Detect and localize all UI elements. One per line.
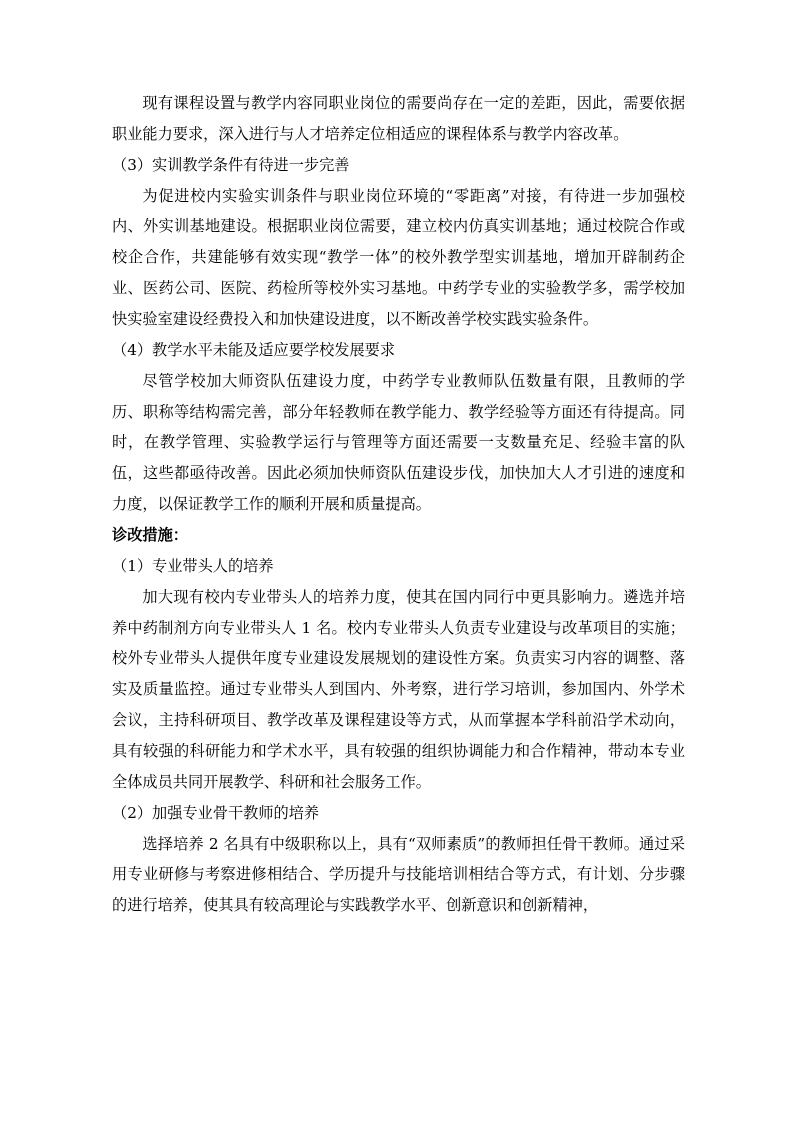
- paragraph-5: 选择培养 2 名具有中级职称以上，具有“双师素质”的教师担任骨干教师。通过采用专业研修与考察进修相结合、学历提升与技能培训相结合等方式，有计划、分步骤的进行培养，使其具有较高理论与实践教学水平、创新意识和创新精神，: [112, 834, 685, 915]
- document-body: [112, 88, 685, 921]
- paragraph-3: 尽管学校加大师资队伍建设力度，中药学专业教师队伍数量有限，且教师的学历、职称等结构需完善，部分年轻教师在教学能力、教学经验等方面还有待提高。同时，在教学管理、实验教学运行与管理等方面还需要一支数量充足、经验丰富的队伍，这些都亟待改善。因此必须加快师资队伍建设步伐，加快加大人才引进的速度和力度，以保证教学工作的顺利开展和质量提高。: [112, 371, 685, 514]
- paragraph-1: 现有课程设置与教学内容同职业岗位的需要尚存在一定的差距，因此，需要依据职业能力要求，深入进行与人才培养定位相适应的课程体系与教学内容改革。: [112, 94, 685, 143]
- paragraph-2: 为促进校内实验实训条件与职业岗位环境的“零距离”对接，有待进一步加强校内、外实训基地建设。根据职业岗位需要，建立校内仿真实训基地；通过校院合作或校企合作，共建能够有效实现“教学一体”的校外教学型实训基地，增加开辟制药企业、医药公司、医院、药检所等校外实习基地。中药学专业的实验教学多，需学校加快实验室建设经费投入和加快建设进度，以不断改善学校实践实验条件。: [112, 186, 685, 329]
- heading-item-4: （4）教学水平未能及适应要学校发展要求: [112, 340, 396, 359]
- paragraph-4: 加大现有校内专业带头人的培养力度，使其在国内同行中更具影响力。遴选并培养中药制剂方向专业带头人 1 名。校内专业带头人负责专业建设与改革项目的实施；校外专业带头人提供年度专业建设发展规划的建设性方案。负责实习内容的调整、落实及质量监控。通过专业带头人到国内、外考察，进行学习培训，参加国内、外学术会议，主持科研项目、教学改革及课程建设等方式，从而掌握本学科前沿学术动向，具有较强的科研能力和学术水平，具有较强的组织协调能力和合作精神，带动本专业全体成员共同开展教学、科研和社会服务工作。: [112, 587, 685, 791]
- section-heading-measures: 诊改措施：: [112, 526, 188, 545]
- heading-item-3: （3）实训教学条件有待进一步完善: [112, 155, 350, 174]
- heading-measure-2: （2）加强专业骨干教师的培养: [112, 803, 320, 822]
- heading-measure-1: （1）专业带头人的培养: [112, 556, 274, 575]
